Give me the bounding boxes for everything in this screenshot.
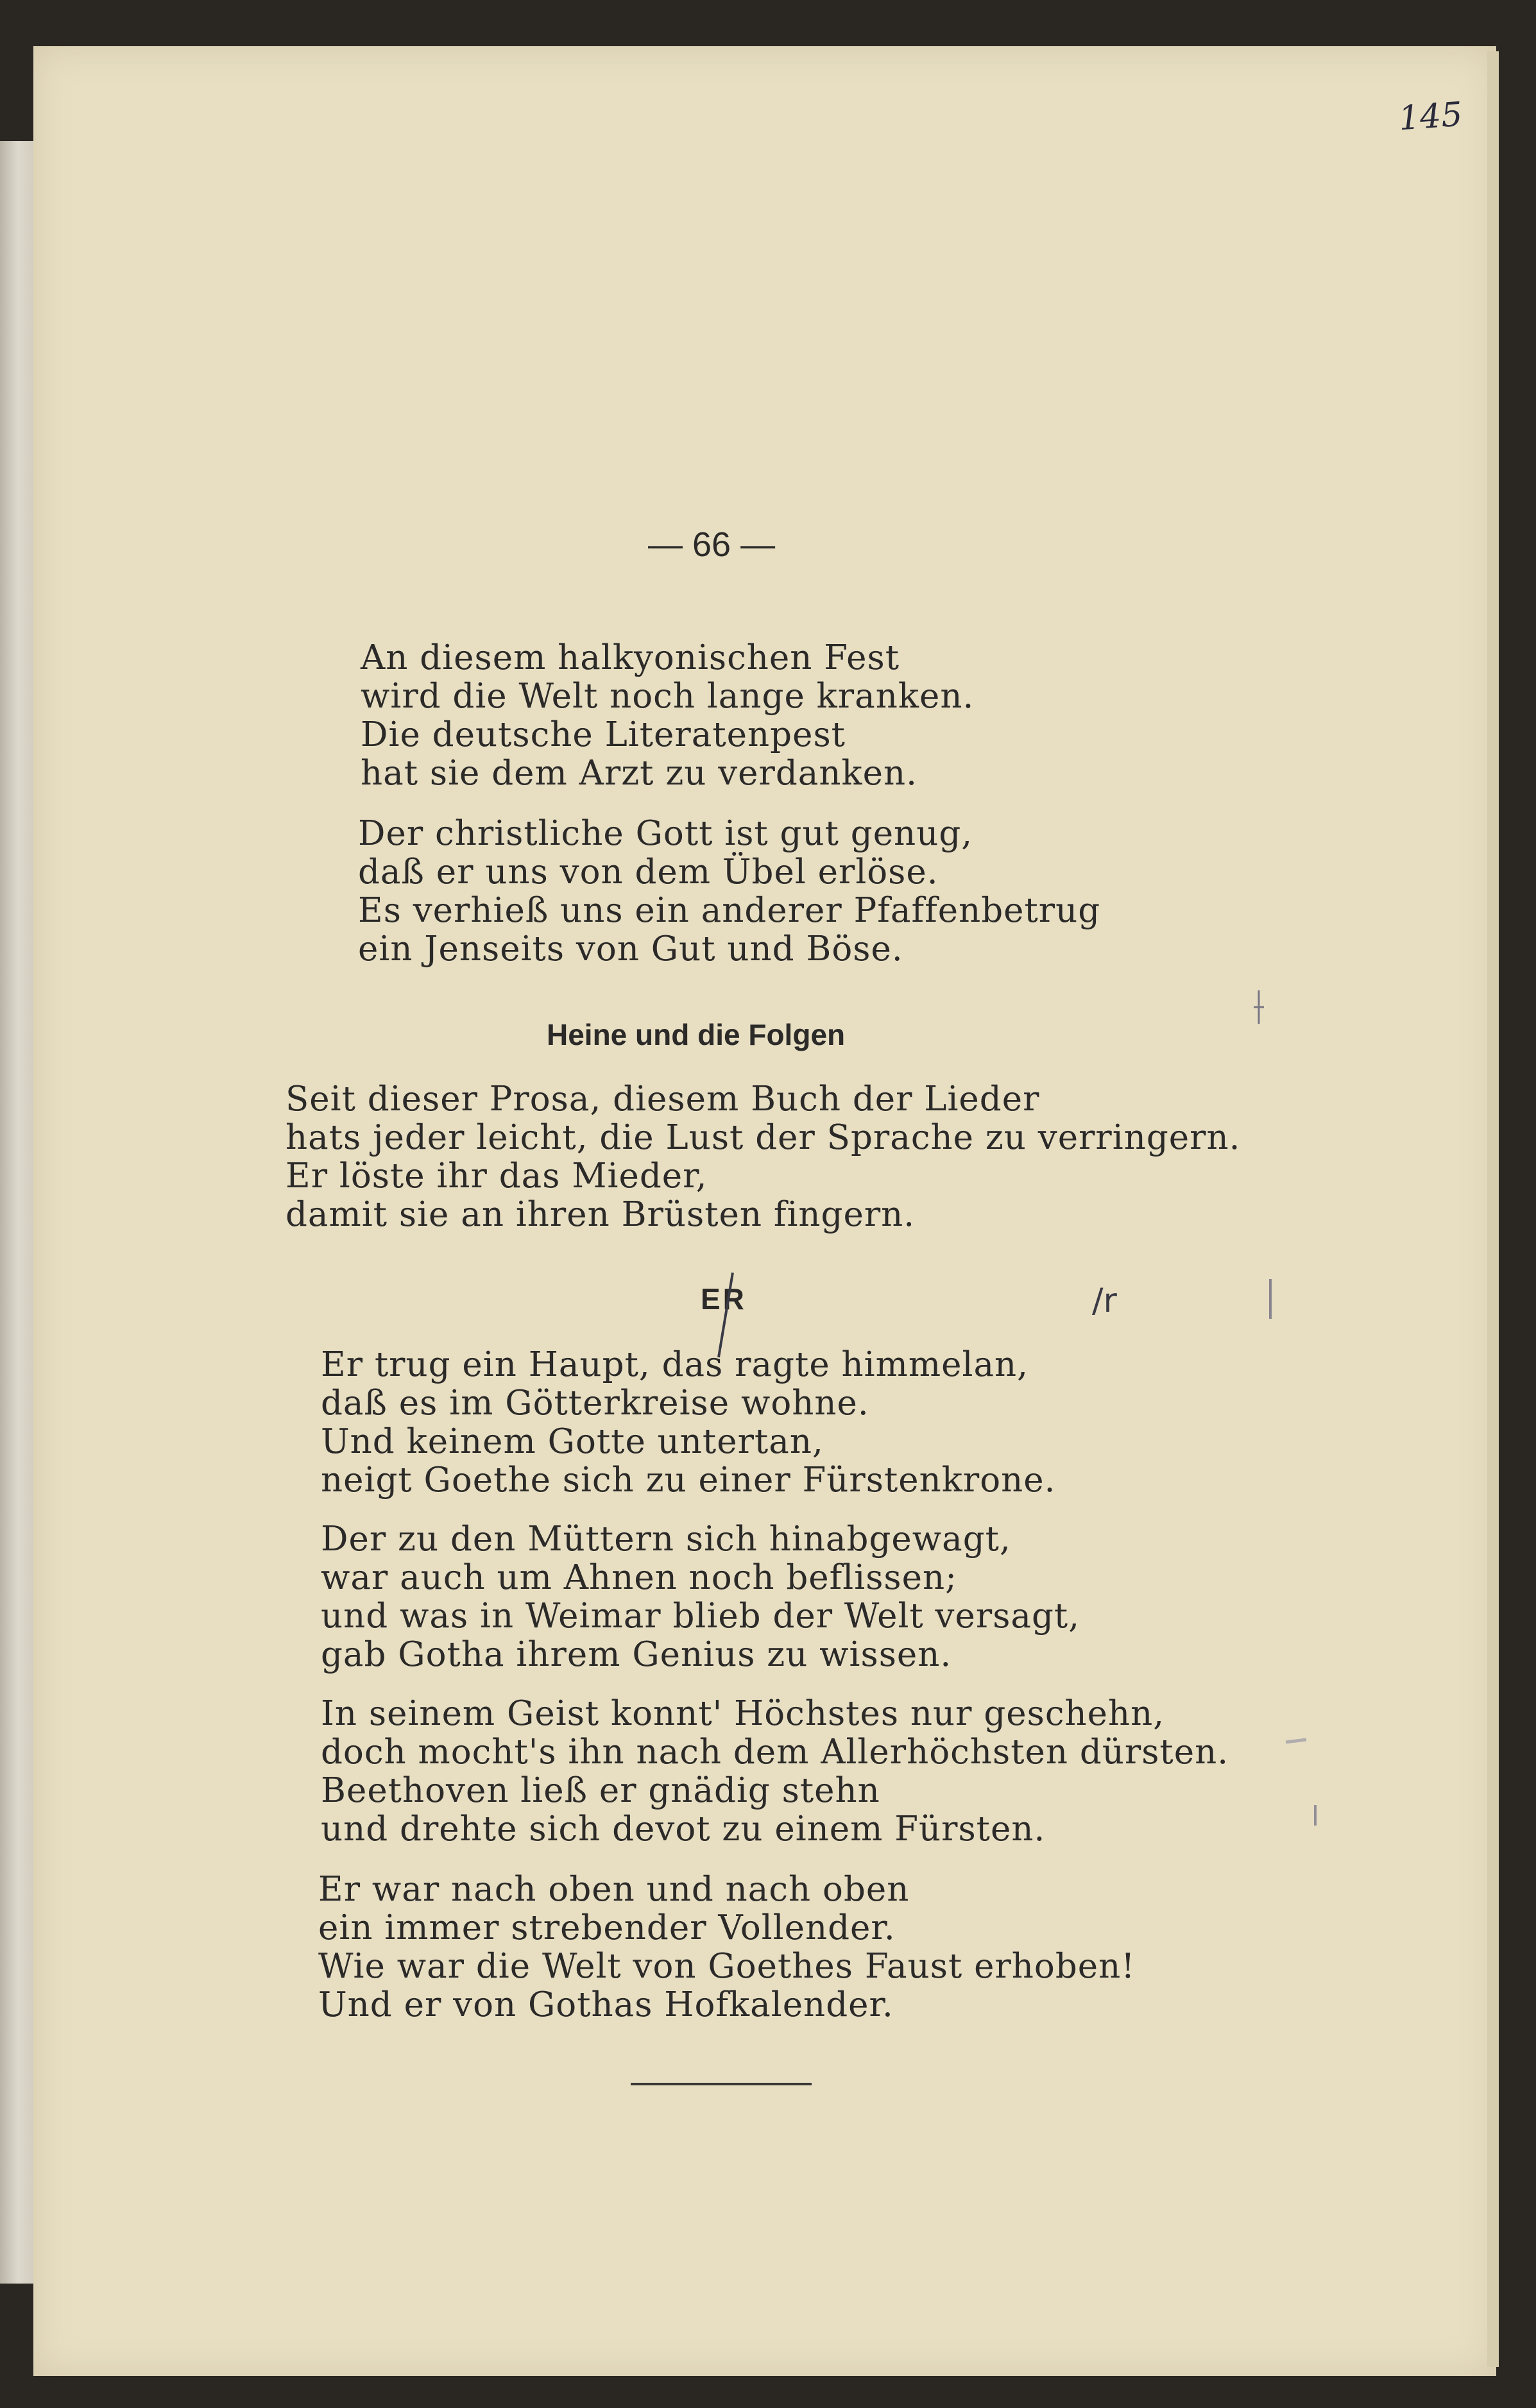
poem3-stanza2 — [321, 1520, 1080, 1674]
verse-line: wird die Welt noch lange kranken. — [361, 677, 975, 716]
poem3-stanza1 — [321, 1346, 1055, 1500]
verse-line: neigt Goethe sich zu einer Fürstenkrone. — [321, 1461, 1056, 1500]
margin-note: /r — [1092, 1282, 1117, 1320]
verse-line: hat sie dem Arzt zu verdanken. — [361, 754, 917, 793]
verse-line: Beethoven ließ er gnädig stehn — [321, 1771, 880, 1810]
verse-line: Seit dieser Prosa, diesem Buch der Lieder — [286, 1080, 1040, 1119]
poem1-stanza2 — [358, 815, 1100, 969]
verse-line: Der zu den Müttern sich hinabgewagt, — [321, 1520, 1011, 1559]
end-rule-divider — [631, 2083, 812, 2085]
verse-line: An diesem halkyonischen Fest — [361, 638, 900, 677]
page-edge — [1487, 51, 1499, 2367]
verse-line: daß es im Götterkreise wohne. — [321, 1384, 869, 1423]
verse-line: Er löste ihr das Mieder, — [286, 1157, 708, 1196]
folio-number: 145 — [1397, 95, 1464, 139]
verse-line: In seinem Geist konnt' Höchstes nur geschehn, — [321, 1694, 1165, 1733]
pencil-tick-icon — [1251, 988, 1267, 1026]
verse-line: Er war nach oben und nach oben — [318, 1870, 910, 1909]
poem-title-heine: Heine und die Folgen — [547, 1018, 846, 1051]
verse-line: doch mocht's ihn nach dem Allerhöchsten dürsten. — [321, 1733, 1229, 1772]
verse-line: gab Gotha ihrem Genius zu wissen. — [321, 1635, 952, 1674]
verse-line: war auch um Ahnen noch beflissen; — [321, 1558, 957, 1597]
verse-line: Wie war die Welt von Goethes Faust erhoben! — [318, 1947, 1136, 1986]
poem3-stanza4 — [318, 1870, 1136, 2024]
poem2-stanza1 — [286, 1080, 1240, 1234]
pencil-tick-icon — [1283, 1732, 1309, 1751]
verse-line: Er trug ein Haupt, das ragte himmelan, — [321, 1345, 1029, 1384]
verse-line: und drehte sich devot zu einem Fürsten. — [321, 1810, 1046, 1849]
pencil-stroke-icon — [712, 1270, 738, 1360]
poem3-stanza3 — [321, 1695, 1229, 1849]
verse-line: Und er von Gothas Hofkalender. — [318, 1985, 894, 2024]
verse-line: hats jeder leicht, die Lust der Sprache zu verringern. — [286, 1118, 1241, 1157]
page-number: — 66 — — [648, 525, 776, 564]
verse-line: und was in Weimar blieb der Welt versagt, — [321, 1597, 1080, 1636]
verse-line: daß er uns von dem Übel erlöse. — [358, 852, 939, 892]
verse-line: ein immer strebender Vollender. — [318, 1908, 896, 1947]
verse-line: Der christliche Gott ist gut genug, — [358, 814, 973, 853]
verse-line: Es verhieß uns ein anderer Pfaffenbetrug — [358, 891, 1101, 930]
verse-line: ein Jenseits von Gut und Böse. — [358, 929, 903, 969]
pencil-tick-icon — [1264, 1276, 1277, 1321]
verse-line: Und keinem Gotte untertan, — [321, 1422, 824, 1461]
pencil-tick-icon — [1309, 1802, 1322, 1828]
poem1-stanza1 — [361, 639, 974, 793]
verse-line: Die deutsche Literatenpest — [361, 715, 846, 754]
poem-title-er: ER — [701, 1282, 747, 1316]
verse-line: damit sie an ihren Brüsten fingern. — [286, 1195, 916, 1234]
